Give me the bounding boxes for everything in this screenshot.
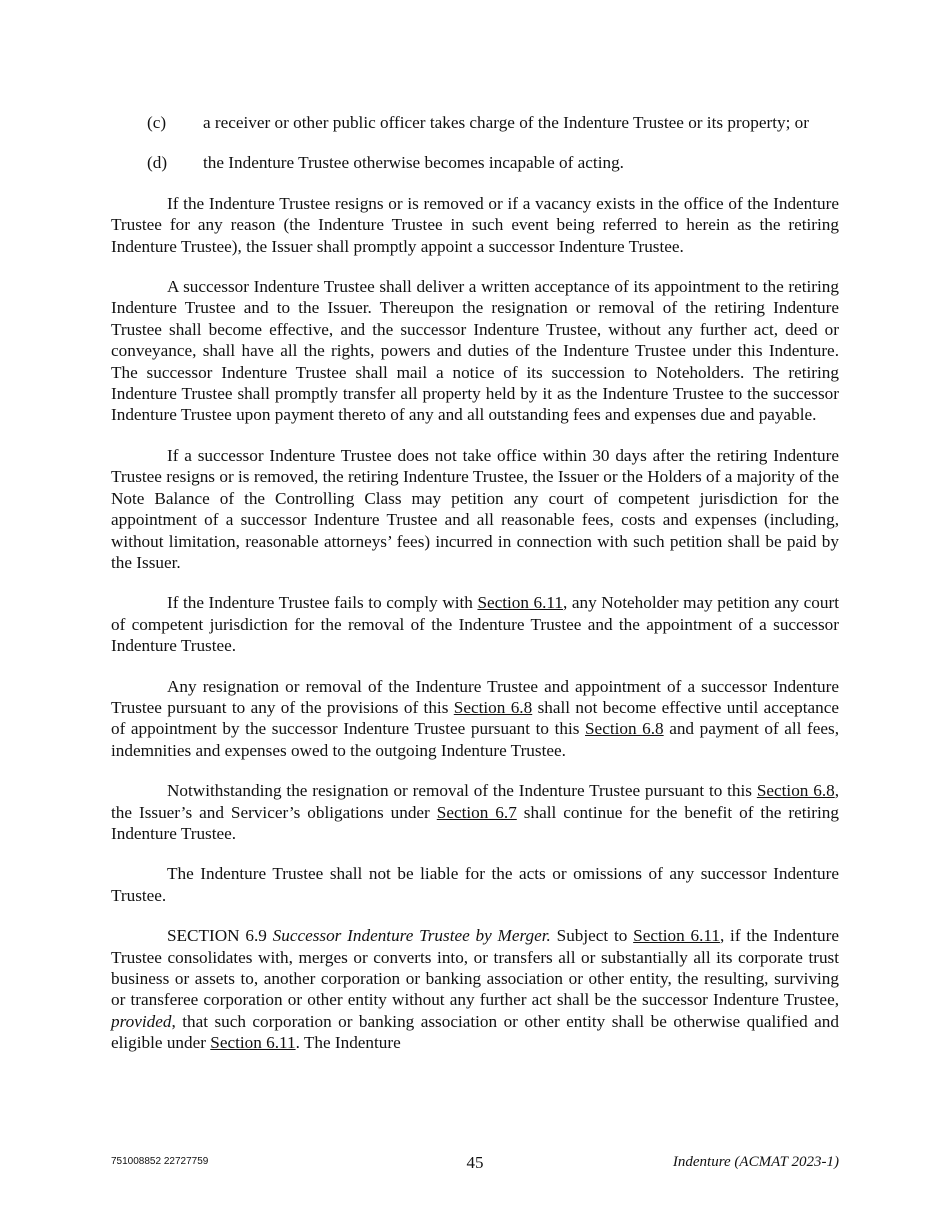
text-span: Any resignation or removal of the Indenture Trustee and appointment of a successor Indenture Trustee pursuant to any of the provisions of this [111,676,839,717]
text-span: Notwithstanding the resignation or removal of the Indenture Trustee pursuant to this [167,781,757,801]
text-span: If the Indenture Trustee fails to comply with [167,593,478,613]
section-reference-link[interactable]: Section 6.11 [477,593,563,613]
clause-c-label: (c) [147,113,167,132]
provided-term: provided [111,1011,172,1031]
clause-d-text: the Indenture Trustee otherwise becomes incapable of acting. [203,153,624,173]
text-span: , the Issuer’s and Servicer’s obligations under [111,781,840,822]
page-number: 45 [466,1153,484,1172]
paragraph-not-liable: The Indenture Trustee shall not be liable for the acts or omissions of any successor Indenture Trustee. [111,864,839,905]
section-label: SECTION 6.9 [167,926,267,946]
paragraph-notwithstanding [111,780,839,844]
clause-d-label: (d) [147,153,168,173]
paragraph-court-petition: If a successor Indenture Trustee does not take office within 30 days after the retiring Indenture Trustee resigns or is removed, the retiring Indenture Trustee, the Issuer or the Holders of a majority of the Note Balance of the Controlling Class may petition any court of competent jurisdiction for the appointment of a successor Indenture Trustee and all reasonable fees, costs and expenses (including, without limitation, reasonable attorneys’ fees) incurred in connection with such petition shall be paid by the Issuer. [111,445,839,572]
text-span: , if the Indenture Trustee consolidates with, merges or converts into, or transfers all or substantially all its corporate trust business or assets to, another corporation or banking association or other entity, the resulting, surviving or transferee corporation or other entity without any further act shall be the successor Indenture Trustee, [111,926,839,1010]
clause-c-text: a receiver or other public officer takes charge of the Indenture Trustee or its property; or [203,113,809,132]
paragraph-effectiveness [111,676,839,762]
document-body [111,112,839,1073]
page-footer [0,1153,950,1177]
clause-c [111,112,839,133]
text-span: , that such corporation or banking association or other entity shall be otherwise qualified and eligible under [111,1011,839,1053]
document-title: Indenture (ACMAT 2023-1) [672,1154,839,1170]
text-span: , any Noteholder may petition any court of competent jurisdiction for the removal of the Indenture Trustee and the appointment of a successor Indenture Trustee. [111,593,839,656]
text-span: shall not become effective until acceptance of appointment by the successor Indenture Trustee pursuant to this [111,697,839,739]
text-span: and payment of all fees, indemnities and expenses owed to the outgoing Indenture Trustee. [111,719,840,760]
section-heading: Successor Indenture Trustee by Merger. [272,926,551,946]
text-span: Subject to [550,926,634,946]
paragraph-successor-acceptance: A successor Indenture Trustee shall deliver a written acceptance of its appointment to the retiring Indenture Trustee and to the Issuer. Thereupon the resignation or removal of the retiring Indenture Trustee shall become effective, and the successor Indenture Trustee, without any further act, deed or conveyance, shall have all the rights, powers and duties of the Indenture Trustee under this Indenture. The successor Indenture Trustee shall mail a notice of its succession to Noteholders. The retiring Indenture Trustee shall promptly transfer all property held by it as the Indenture Trustee to the successor Indenture Trustee upon payment thereto of any and all outstanding fees and expenses due and payable. [111,277,839,425]
paragraph-fails-to-comply [111,592,839,656]
section-reference-link[interactable]: Section 6.11 [633,926,720,946]
section-6-9 [111,925,839,1053]
paragraph-vacancy: If the Indenture Trustee resigns or is removed or if a vacancy exists in the office of the Indenture Trustee for any reason (the Indenture Trustee in such event being referred to herein as the retiring Indenture Trustee), the Issuer shall promptly appoint a successor Indenture Trustee. [111,193,839,256]
text-span: . The Indenture [295,1033,401,1053]
section-reference-link[interactable]: Section 6.7 [436,802,517,822]
section-reference-link[interactable]: Section 6.8 [756,781,835,801]
section-reference-link[interactable]: Section 6.8 [453,697,533,717]
text-span: shall continue for the benefit of the retiring Indenture Trustee. [111,802,839,843]
document-id: 751008852 22727759 [111,1156,209,1167]
section-reference-link[interactable]: Section 6.11 [210,1033,296,1053]
section-reference-link[interactable]: Section 6.8 [585,719,664,739]
clause-d [111,152,839,173]
